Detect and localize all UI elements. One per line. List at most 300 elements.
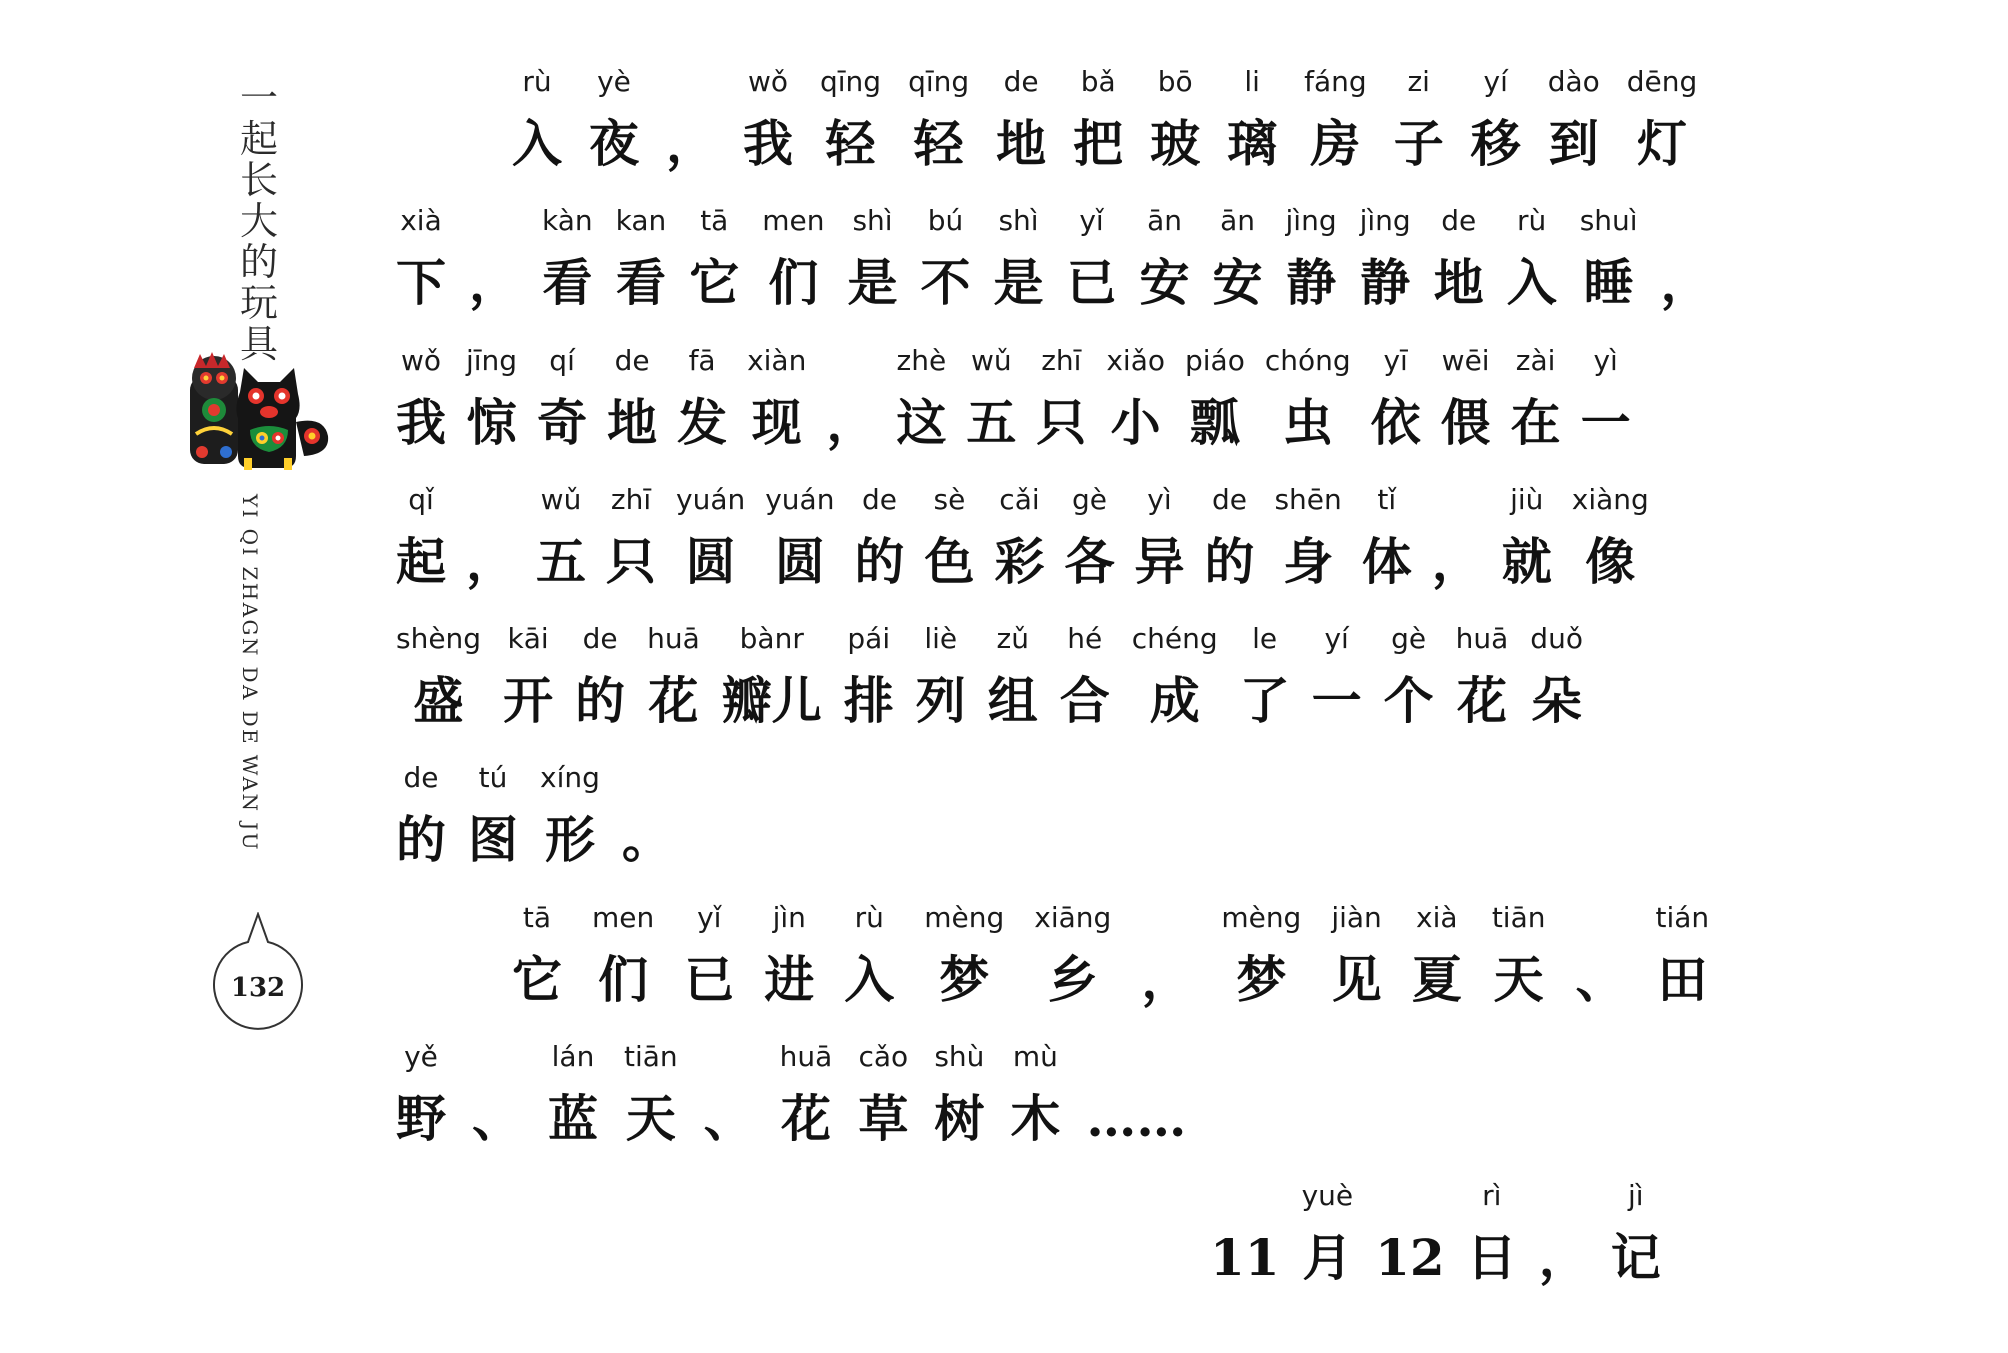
pinyin: de [614, 344, 650, 377]
pinyin-char-cell [542, 203, 593, 313]
pinyin: huā [1455, 622, 1509, 655]
pinyin-char-cell [1302, 1178, 1354, 1288]
pinyin: wǒ [400, 344, 442, 377]
hanzi: 把 [1073, 114, 1124, 173]
hanzi: 地 [607, 393, 658, 452]
pinyin: yí [1324, 622, 1349, 655]
hanzi: 图 [468, 810, 518, 869]
pinyin-char-cell [1204, 482, 1254, 592]
pinyin: tián [1655, 901, 1710, 934]
pinyin: li [1244, 65, 1260, 98]
hanzi: 只 [606, 532, 656, 591]
pinyin-char-cell [396, 343, 446, 453]
pinyin-char-cell [1627, 64, 1698, 174]
pinyin-char-cell [1010, 1039, 1060, 1149]
pinyin-char-cell [780, 1039, 833, 1149]
hanzi: 组 [987, 671, 1038, 730]
pinyin-char-cell [503, 621, 553, 731]
pinyin-char-cell [396, 482, 446, 592]
pinyin: yī [1383, 344, 1408, 377]
hanzi: 不 [920, 253, 971, 312]
hanzi: 移 [1470, 114, 1521, 173]
pinyin-char-cell [743, 64, 793, 174]
hanzi: 天 [625, 1089, 676, 1148]
hanzi: 12 [1375, 1228, 1445, 1287]
hanzi: 它 [512, 950, 562, 1009]
hanzi: 这 [896, 393, 947, 452]
pinyin: huā [647, 622, 700, 655]
pinyin-char-cell [1539, 1178, 1589, 1288]
pinyin: rù [854, 901, 884, 934]
pinyin-char-cell [1502, 482, 1552, 592]
hanzi: ， [1431, 532, 1482, 591]
pinyin-char-cell [396, 1039, 446, 1149]
pinyin-char-cell [764, 900, 814, 1010]
text-line-2 [396, 203, 1711, 313]
pinyin: wēi [1441, 344, 1490, 377]
pinyin: kāi [507, 622, 549, 655]
pinyin-char-cell [820, 64, 881, 174]
pinyin: wǔ [971, 344, 1012, 377]
hanzi: 轻 [913, 114, 964, 173]
pinyin-char-cell [844, 900, 894, 1010]
pinyin: yuán [676, 483, 746, 516]
hanzi: 已 [684, 950, 735, 1009]
hanzi: ， [469, 253, 519, 312]
pinyin: qí [549, 344, 575, 377]
pinyin-char-cell [1213, 203, 1263, 313]
pinyin-char-cell [1331, 900, 1381, 1010]
pinyin-char-cell [592, 900, 654, 1010]
hanzi: 。 [621, 810, 672, 869]
pinyin-char-cell [996, 64, 1046, 174]
pinyin-char-cell [472, 1039, 522, 1149]
pinyin-char-cell [826, 343, 876, 453]
hanzi: 排 [843, 671, 894, 730]
pinyin-char-cell [854, 482, 904, 592]
pinyin-char-cell [1060, 621, 1110, 731]
hanzi: 就 [1501, 532, 1552, 591]
pinyin: kàn [542, 204, 593, 237]
pinyin: zhī [610, 483, 652, 516]
pinyin: wǒ [747, 65, 789, 98]
hanzi: 一 [1580, 393, 1631, 452]
pinyin-char-cell [1375, 1178, 1445, 1288]
pinyin: xiǎo [1106, 344, 1165, 377]
pinyin-char-cell [844, 621, 894, 731]
pinyin: jīng [466, 344, 518, 377]
pinyin: mèng [1221, 901, 1302, 934]
pinyin: jìng [1359, 204, 1411, 237]
pinyin: mèng [924, 901, 1005, 934]
pinyin: bànr [739, 622, 804, 655]
pinyin: shuì [1579, 204, 1638, 237]
hanzi: 地 [1433, 253, 1484, 312]
hanzi: 日 [1466, 1228, 1517, 1287]
pinyin: fáng [1304, 65, 1367, 98]
pinyin-char-cell [1581, 343, 1631, 453]
pinyin: fā [688, 344, 716, 377]
pinyin: le [1252, 622, 1278, 655]
pinyin-char-cell [548, 1039, 598, 1149]
pinyin-char-cell [1412, 900, 1462, 1010]
hanzi: 树 [934, 1089, 985, 1148]
hanzi: 花 [648, 671, 699, 730]
hanzi: …… [1086, 1089, 1187, 1148]
pinyin: yì [1147, 483, 1172, 516]
pinyin-char-cell [607, 343, 657, 453]
hanzi: 看 [615, 253, 666, 312]
pinyin-char-cell [966, 343, 1016, 453]
pinyin: shèng [396, 622, 482, 655]
pinyin-char-cell [1140, 203, 1190, 313]
pinyin: rù [522, 65, 552, 98]
pinyin: xià [1416, 901, 1458, 934]
pinyin: xiàng [1571, 483, 1649, 516]
hanzi: 、 [1575, 950, 1626, 1009]
hanzi: 下 [396, 253, 446, 312]
pinyin-char-cell [988, 621, 1038, 731]
pinyin-char-cell [1471, 64, 1521, 174]
hanzi: 我 [743, 114, 793, 173]
pinyin: jiù [1510, 483, 1544, 516]
hanzi: 依 [1370, 393, 1421, 452]
pinyin-char-cell [762, 203, 824, 313]
pinyin: men [592, 901, 655, 934]
text-line-8 [396, 1039, 1186, 1149]
hanzi: 了 [1239, 671, 1290, 730]
hanzi: 圆 [774, 532, 825, 591]
pinyin-char-cell [647, 621, 700, 731]
hanzi: 是 [847, 253, 898, 312]
hanzi: 的 [1204, 532, 1255, 591]
pinyin-char-cell [908, 64, 969, 174]
pinyin-char-cell [1265, 343, 1351, 453]
pinyin: xíng [540, 761, 600, 794]
hanzi: 五 [966, 393, 1017, 452]
pinyin: rù [1517, 204, 1547, 237]
hanzi: 野 [396, 1089, 446, 1148]
hanzi: 玻 [1150, 114, 1201, 173]
pinyin-char-cell [1441, 343, 1491, 453]
hanzi: 起 [396, 532, 446, 591]
pinyin-char-cell [1580, 203, 1638, 313]
hanzi: 它 [689, 253, 740, 312]
pinyin-char-cell [1655, 900, 1709, 1010]
pinyin-char-cell [1240, 621, 1290, 731]
pinyin-char-cell [765, 482, 834, 592]
pinyin: gè [1391, 622, 1427, 655]
hanzi: ， [1141, 950, 1192, 1009]
text-line-6 [396, 760, 672, 870]
pinyin-char-cell [1661, 203, 1711, 313]
pinyin: cǎi [999, 483, 1040, 516]
hanzi: 在 [1510, 393, 1561, 452]
pinyin-char-cell [396, 203, 446, 313]
hanzi: 小 [1110, 393, 1161, 452]
hanzi: 见 [1331, 950, 1382, 1009]
pinyin: chéng [1131, 622, 1218, 655]
pinyin: de [582, 622, 618, 655]
pinyin-char-cell [676, 482, 745, 592]
hanzi: 五 [536, 532, 586, 591]
hanzi: 我 [396, 393, 446, 452]
hanzi: 看 [542, 253, 593, 312]
pinyin: lán [551, 1040, 595, 1073]
pinyin-char-cell [1034, 900, 1111, 1010]
hanzi: 们 [598, 950, 649, 1009]
pinyin: kan [615, 204, 667, 237]
pinyin-char-cell [921, 203, 971, 313]
folk-toy-illustration [184, 352, 334, 474]
pinyin-char-cell [1036, 343, 1086, 453]
pinyin: tiān [1491, 901, 1546, 934]
hanzi: 灯 [1637, 114, 1688, 173]
hanzi: 朵 [1531, 671, 1582, 730]
pinyin-char-cell [1067, 203, 1117, 313]
text-line-7 [512, 900, 1709, 1010]
hanzi: 的 [575, 671, 626, 730]
pinyin: de [1003, 65, 1039, 98]
pinyin: bǎ [1080, 65, 1116, 98]
pinyin: jì [1627, 1179, 1644, 1212]
pinyin: yì [1593, 344, 1618, 377]
pinyin: men [762, 204, 825, 237]
pinyin: cǎo [858, 1040, 909, 1073]
hanzi: ， [1660, 253, 1711, 312]
hanzi: 身 [1283, 532, 1334, 591]
hanzi: 盛 [413, 671, 464, 730]
hanzi: 记 [1610, 1228, 1661, 1287]
pinyin-char-cell [916, 621, 966, 731]
pinyin-char-cell [1086, 1039, 1186, 1149]
vertical-latin-title: YI QI ZHAGN DA DE WAN JU [238, 494, 262, 852]
pinyin: zhè [896, 344, 947, 377]
hanzi: ， [666, 114, 716, 173]
pinyin: piáo [1184, 344, 1245, 377]
pinyin: chóng [1264, 344, 1351, 377]
hanzi: 体 [1361, 532, 1412, 591]
pinyin: yǐ [697, 901, 722, 934]
pinyin-char-cell [1611, 1178, 1661, 1288]
hanzi: 到 [1548, 114, 1599, 173]
pinyin-char-cell [540, 760, 600, 870]
hanzi: 入 [512, 114, 562, 173]
hanzi: 惊 [466, 393, 517, 452]
hanzi: 夏 [1411, 950, 1462, 1009]
hanzi: 梦 [939, 950, 990, 1009]
pinyin: pái [847, 622, 891, 655]
pinyin-char-cell [848, 203, 898, 313]
pinyin: shì [998, 204, 1039, 237]
pinyin-char-cell [512, 900, 562, 1010]
pinyin: jìng [1285, 204, 1337, 237]
pinyin-char-cell [1150, 64, 1200, 174]
pinyin: yè [597, 65, 631, 98]
pinyin-char-cell [1511, 343, 1561, 453]
pinyin-char-cell [1141, 900, 1191, 1010]
hanzi: 个 [1383, 671, 1434, 730]
hanzi: 只 [1036, 393, 1087, 452]
hanzi: 睡 [1583, 253, 1634, 312]
pinyin-char-cell [1304, 64, 1367, 174]
pinyin-char-cell [606, 482, 656, 592]
pinyin: sè [933, 483, 966, 516]
pinyin-char-cell [575, 621, 625, 731]
pinyin-char-cell [704, 1039, 754, 1149]
pinyin-char-cell [1384, 621, 1434, 731]
hanzi: 安 [1139, 253, 1190, 312]
hanzi: ， [826, 393, 877, 452]
pinyin: hé [1067, 622, 1103, 655]
pinyin: qīng [820, 65, 882, 98]
pinyin: zhī [1041, 344, 1082, 377]
hanzi: 乡 [1047, 950, 1098, 1009]
pinyin-char-cell [1073, 64, 1123, 174]
pinyin-char-cell [677, 343, 727, 453]
pinyin-char-cell [1456, 621, 1509, 731]
text-line-1 [512, 64, 1697, 174]
pinyin: tā [700, 204, 729, 237]
pinyin: mù [1012, 1040, 1058, 1073]
page-number: 132 [230, 973, 286, 1003]
hanzi: 各 [1064, 532, 1115, 591]
hanzi: 进 [764, 950, 815, 1009]
hanzi: 偎 [1440, 393, 1491, 452]
pinyin-char-cell [689, 203, 739, 313]
hanzi: 田 [1657, 950, 1708, 1009]
pinyin-char-cell [512, 64, 562, 174]
hanzi: 一 [1311, 671, 1362, 730]
hanzi: 发 [677, 393, 728, 452]
hanzi: 彩 [994, 532, 1045, 591]
pinyin: qīng [908, 65, 970, 98]
hanzi: 木 [1010, 1089, 1061, 1148]
hanzi: ， [466, 532, 516, 591]
pinyin-char-cell [589, 64, 639, 174]
pinyin-char-cell [1312, 621, 1362, 731]
hanzi: 夜 [589, 114, 639, 173]
pinyin: jìn [772, 901, 806, 934]
hanzi: 花 [1456, 671, 1507, 730]
pinyin-char-cell [1467, 1178, 1517, 1288]
pinyin: dēng [1626, 65, 1698, 98]
pinyin: yí [1483, 65, 1508, 98]
pinyin: jiàn [1331, 901, 1382, 934]
pinyin: shù [934, 1040, 985, 1073]
pinyin-char-cell [1434, 203, 1484, 313]
pinyin: dào [1547, 65, 1600, 98]
pinyin: yě [404, 1040, 438, 1073]
hanzi: 圆 [685, 532, 736, 591]
pinyin: zi [1407, 65, 1430, 98]
pinyin-char-cell [396, 760, 446, 870]
pinyin: tú [478, 761, 508, 794]
pinyin-char-cell [666, 64, 716, 174]
pinyin-char-cell [1575, 900, 1625, 1010]
hanzi: 静 [1286, 253, 1337, 312]
hanzi: 梦 [1236, 950, 1287, 1009]
pinyin-char-cell [537, 343, 587, 453]
hanzi: 的 [396, 810, 446, 869]
hanzi: 草 [858, 1089, 909, 1148]
pinyin-char-cell [468, 760, 518, 870]
pinyin-char-cell [747, 343, 806, 453]
hanzi: 入 [1506, 253, 1557, 312]
hanzi: 瓢 [1189, 393, 1240, 452]
pinyin: yǐ [1079, 204, 1104, 237]
pinyin: ān [1220, 204, 1255, 237]
text-line-3 [396, 343, 1631, 453]
hanzi: 子 [1393, 114, 1444, 173]
pinyin-char-cell [924, 900, 1004, 1010]
pinyin-char-cell [1371, 343, 1421, 453]
hanzi: 合 [1059, 671, 1110, 730]
pinyin-char-cell [1286, 203, 1337, 313]
pinyin-char-cell [994, 482, 1044, 592]
pinyin-char-cell [1185, 343, 1245, 453]
pinyin-char-cell [622, 760, 672, 870]
pinyin: de [403, 761, 439, 794]
pinyin-char-cell [466, 343, 517, 453]
pinyin-char-cell [1432, 482, 1482, 592]
pinyin-char-cell [858, 1039, 908, 1149]
text-line-4 [396, 482, 1649, 592]
pinyin: wǔ [540, 483, 582, 516]
hanzi: 轻 [825, 114, 876, 173]
pinyin-char-cell [1210, 1178, 1280, 1288]
hanzi: 是 [993, 253, 1044, 312]
pinyin: bō [1157, 65, 1193, 98]
hanzi: 列 [915, 671, 966, 730]
pinyin: tǐ [1377, 483, 1397, 516]
pinyin-char-cell [1227, 64, 1277, 174]
pinyin-char-cell [1132, 621, 1218, 731]
hanzi: 的 [854, 532, 905, 591]
pinyin-char-cell [924, 482, 974, 592]
pinyin: shēn [1274, 483, 1342, 516]
hanzi: 月 [1302, 1228, 1353, 1287]
pinyin-char-cell [1106, 343, 1165, 453]
pinyin-char-cell [1274, 482, 1341, 592]
pinyin-char-cell [1221, 900, 1301, 1010]
pinyin-char-cell [1572, 482, 1649, 592]
pinyin: xiāng [1034, 901, 1112, 934]
hanzi: 房 [1310, 114, 1361, 173]
hanzi: 入 [844, 950, 895, 1009]
pinyin: de [861, 483, 897, 516]
hanzi: 11 [1210, 1228, 1280, 1287]
pinyin: de [1441, 204, 1477, 237]
pinyin: xià [400, 204, 442, 237]
hanzi: 天 [1493, 950, 1544, 1009]
pinyin: tiān [624, 1040, 678, 1073]
hanzi: 蓝 [548, 1089, 598, 1148]
vertical-book-title: 一起长大的玩具 [239, 76, 278, 366]
hanzi: 虫 [1282, 393, 1333, 452]
pinyin-char-cell [1134, 482, 1184, 592]
hanzi: ， [1538, 1228, 1589, 1287]
pinyin: bú [927, 204, 964, 237]
pinyin-char-cell [1492, 900, 1546, 1010]
pinyin-char-cell [1530, 621, 1583, 731]
text-line-5 [396, 621, 1583, 731]
hanzi: 已 [1066, 253, 1117, 312]
hanzi: 像 [1585, 532, 1636, 591]
pinyin-char-cell [1394, 64, 1444, 174]
hanzi: 奇 [537, 393, 588, 452]
diary-date-line [1210, 1178, 1661, 1288]
